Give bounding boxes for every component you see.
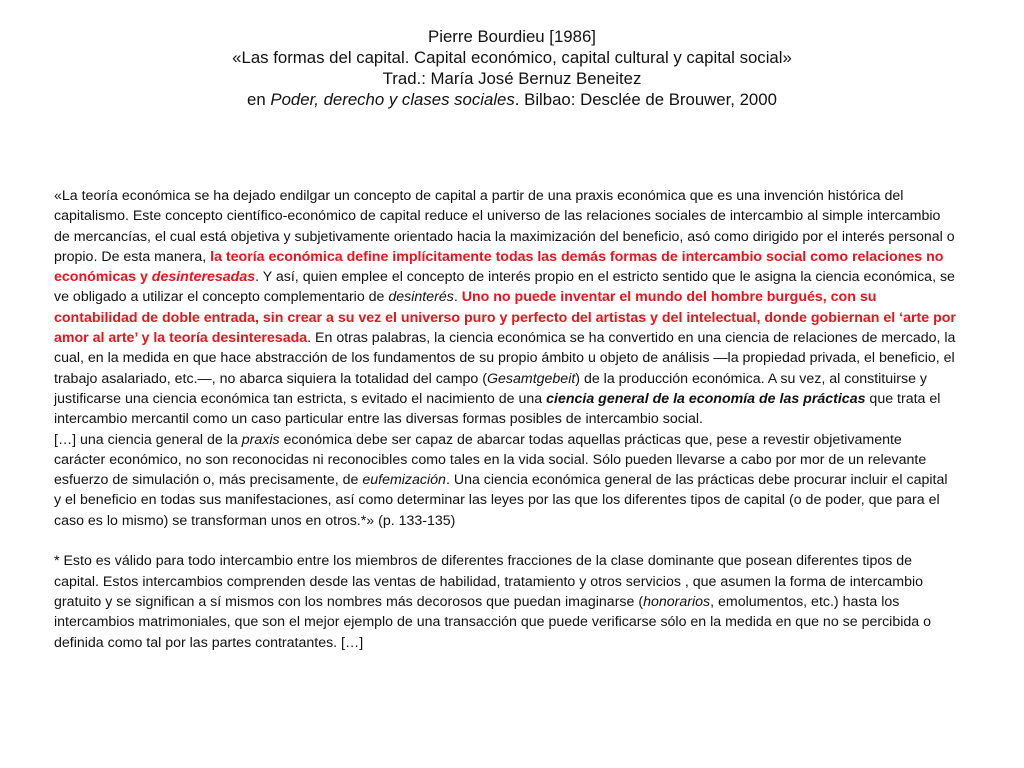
italic-term: Gesamtgebeit <box>486 370 576 387</box>
translator: Trad.: María José Bernuz Beneitez <box>382 69 642 88</box>
italic-term: desinterés <box>388 289 454 306</box>
citation-header <box>0 26 1024 110</box>
italic-term: honorarios <box>643 593 711 610</box>
text-run: , emolumentos, etc.) hasta los intercambios matrimoniales, que son el mejor ejemplo de una transacción que puede verificarse sólo en la medida en que no se percibida o definida como tal por las partes contratantes. […] <box>54 593 931 651</box>
emphasis-red: la teoría económica define implícitamente todas las demás formas de intercambio social como relaciones no económicas y <box>54 248 944 286</box>
italic-term: praxis <box>241 431 280 448</box>
author-year: Pierre Bourdieu [1986] <box>428 27 596 46</box>
text-run: . <box>453 289 462 306</box>
article-title: «Las formas del capital. Capital económico, capital cultural y capital social» <box>232 48 792 67</box>
publication-prefix: en <box>247 90 271 109</box>
quote-paragraph-2 <box>54 430 956 531</box>
quote-body <box>54 186 956 653</box>
text-run: . En otras palabras, la ciencia económica se ha convertido en una ciencia de relaciones de mercado, la cual, en la medida en que hace abstracción de los fundamentos de su propio ámbito u objeto de análisis —la propiedad privada, el beneficio, el trabajo asalariado, etc.—, no abarca siquiera la totalidad del campo ( <box>54 330 956 387</box>
bold-italic-term: ciencia general de la economía de las prácticas <box>546 390 866 407</box>
text-run: ) de la producción económica. A su vez, al constituirse y justificarse una ciencia económica tan estricta, s evitado el nacimiento de una <box>54 370 928 407</box>
text-run: que trata el intercambio mercantil como un caso particular entre las diversas formas posibles de intercambio social. <box>54 390 941 428</box>
publication <box>0 89 1024 110</box>
quote-paragraph-1 <box>54 186 956 430</box>
text-run: . Y así, quien emplee el concepto de interés propio en el estricto sentido que le asigna la ciencia económica, se ve obligado a utilizar el concepto complementario de <box>54 269 955 306</box>
italic-term: eufemización <box>362 472 446 489</box>
text-run: […] una ciencia general de la <box>54 431 242 448</box>
text-run: . Una ciencia económica general de las prácticas debe procurar incluir el capital y el beneficio en todas sus manifestaciones, así como determinar las leyes por las que los diferentes tipos de capital (o de poder, que para el caso es lo mismo) se transforman unos en otros.*» (p. 133-135) <box>54 472 948 529</box>
book-title: Poder, derecho y clases sociales <box>270 90 515 109</box>
text-run: económica debe ser capaz de abarcar todas aquellas prácticas que, pese a revestir objetivamente carácter económico, no son reconocidas ni reconocibles como tales en la vida social. Sólo pueden llevarse a cabo por mor de un relevante esfuerzo de simulación o, más precisamente, de <box>54 431 927 489</box>
footnote <box>54 551 956 652</box>
publication-details: . Bilbao: Desclée de Brouwer, 2000 <box>514 90 777 109</box>
emphasis-red: Uno no puede inventar el mundo del hombre burgués, con su contabilidad de doble entrada, sin crear a su vez el universo puro y perfecto del artistas y del intelectual, donde gobiernan el ‘arte por amor al arte’ y la teoría desinteresada <box>54 289 956 347</box>
text-run: «La teoría económica se ha dejado endilgar un concepto de capital a partir de una praxis económica que es una invención histórica del capitalismo. Este concepto científico-económico de capital reduce el universo de las relaciones sociales de intercambio al simple intercambio de mercancías, el cual está objetiva y subjetivamente orientado hacia la maximización del beneficio, asó como dirigido por el interés personal o propio. De esta manera, <box>54 188 955 265</box>
paragraph-gap <box>54 531 956 551</box>
text-run: * Esto es válido para todo intercambio entre los miembros de diferentes fracciones de la clase dominante que posean diferentes tipos de capital. Estos intercambios comprenden desde las ventas de habilidad, tratamiento y otros servicios , que asumen la forma de intercambio gratuito y se significan a sí mismos con los nombres más decorosos que puedan imaginarse ( <box>54 553 924 610</box>
emphasis-red-italic: desinteresadas <box>151 269 256 286</box>
